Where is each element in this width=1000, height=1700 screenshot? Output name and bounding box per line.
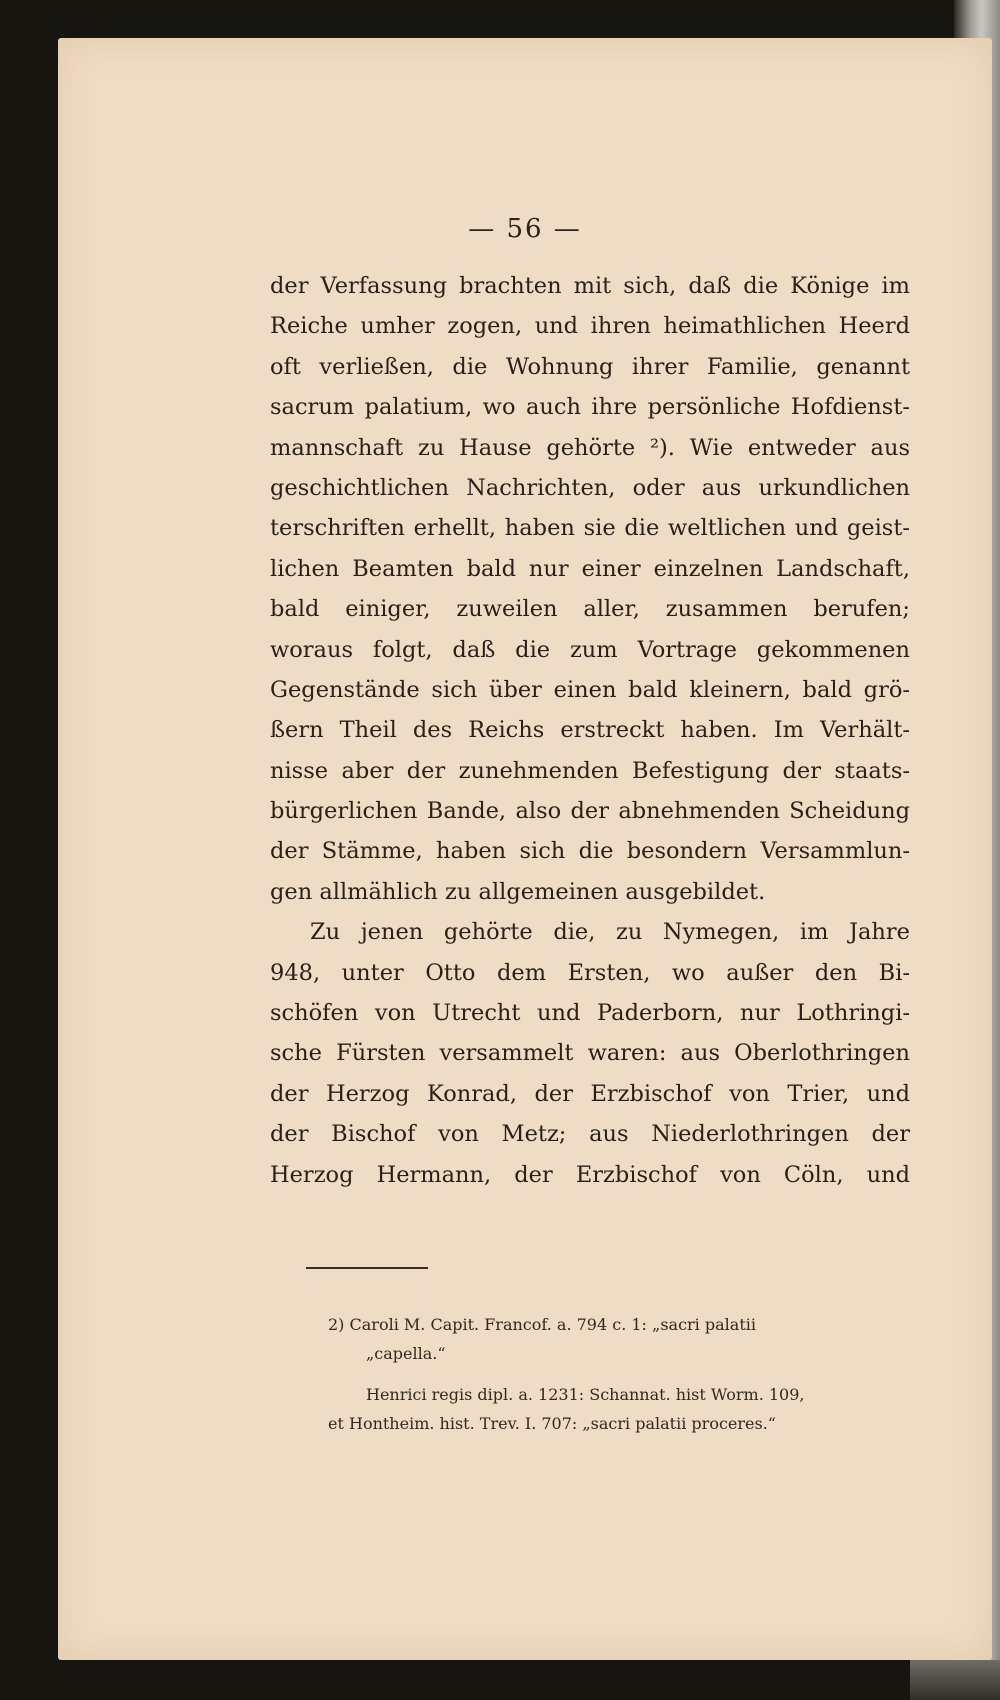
footnote-line: et Hontheim. hist. Trev. I. 707: „sacri palatii proceres.“: [328, 1414, 776, 1433]
text-line: ßern Theil des Reichs erstreckt haben. Im Verhält-: [270, 717, 910, 744]
text-line: Herzog Hermann, der Erzbischof von Cöln, und: [270, 1161, 910, 1188]
text-line: lichen Beamten bald nur einer einzelnen Landschaft,: [270, 555, 910, 582]
body-text: [270, 266, 910, 1195]
footnote-divider: [306, 1267, 428, 1269]
footnote-line: Henrici regis dipl. a. 1231: Schannat. hist Worm. 109,: [366, 1385, 805, 1404]
text-line: gen allmählich zu allgemeinen ausgebildet.: [270, 878, 766, 905]
adjacent-page-edge-bottom: [910, 1660, 1000, 1700]
text-line: mannschaft zu Hause gehörte ²). Wie entweder aus: [270, 434, 910, 461]
text-line: 948, unter Otto dem Ersten, wo außer den Bi-: [270, 959, 910, 986]
footnotes: [328, 1310, 948, 1450]
text-line: schöfen von Utrecht und Paderborn, nur Lothringi-: [270, 1000, 910, 1027]
text-line: Gegenstände sich über einen bald kleinern, bald grö-: [270, 676, 910, 703]
page-number: — 56 —: [468, 214, 582, 244]
footnote-2-continued: [328, 1380, 948, 1438]
footnote-line: „capella.“: [366, 1344, 446, 1363]
text-line: nisse aber der zunehmenden Befestigung der staats-: [270, 757, 910, 784]
text-line: geschichtlichen Nachrichten, oder aus urkundlichen: [270, 474, 910, 501]
text-line: sacrum palatium, wo auch ihre persönliche Hofdienst-: [270, 394, 910, 421]
text-line: der Bischof von Metz; aus Niederlothringen der: [270, 1121, 910, 1148]
text-line: sche Fürsten versammelt waren: aus Oberlothringen: [270, 1040, 910, 1067]
book-page: [58, 38, 992, 1660]
text-line: Reiche umher zogen, und ihren heimathlichen Heerd: [270, 313, 910, 340]
text-line: terschriften erhellt, haben sie die weltlichen und geist-: [270, 515, 910, 542]
text-line: woraus folgt, daß die zum Vortrage gekommenen: [270, 636, 910, 663]
text-line: oft verließen, die Wohnung ihrer Familie, genannt: [270, 353, 910, 380]
text-line: der Herzog Konrad, der Erzbischof von Trier, und: [270, 1080, 910, 1107]
footnote-2: [328, 1310, 948, 1368]
text-line: bürgerlichen Bande, also der abnehmenden Scheidung: [270, 798, 910, 825]
text-line: Zu jenen gehörte die, zu Nymegen, im Jahre: [310, 919, 910, 946]
text-line: der Stämme, haben sich die besondern Versammlun-: [270, 838, 910, 865]
footnote-line: 2) Caroli M. Capit. Francof. a. 794 c. 1: „sacri palatii: [328, 1315, 756, 1334]
text-line: der Verfassung brachten mit sich, daß die Könige im: [270, 273, 910, 299]
text-line: bald einiger, zuweilen aller, zusammen berufen;: [270, 596, 910, 623]
